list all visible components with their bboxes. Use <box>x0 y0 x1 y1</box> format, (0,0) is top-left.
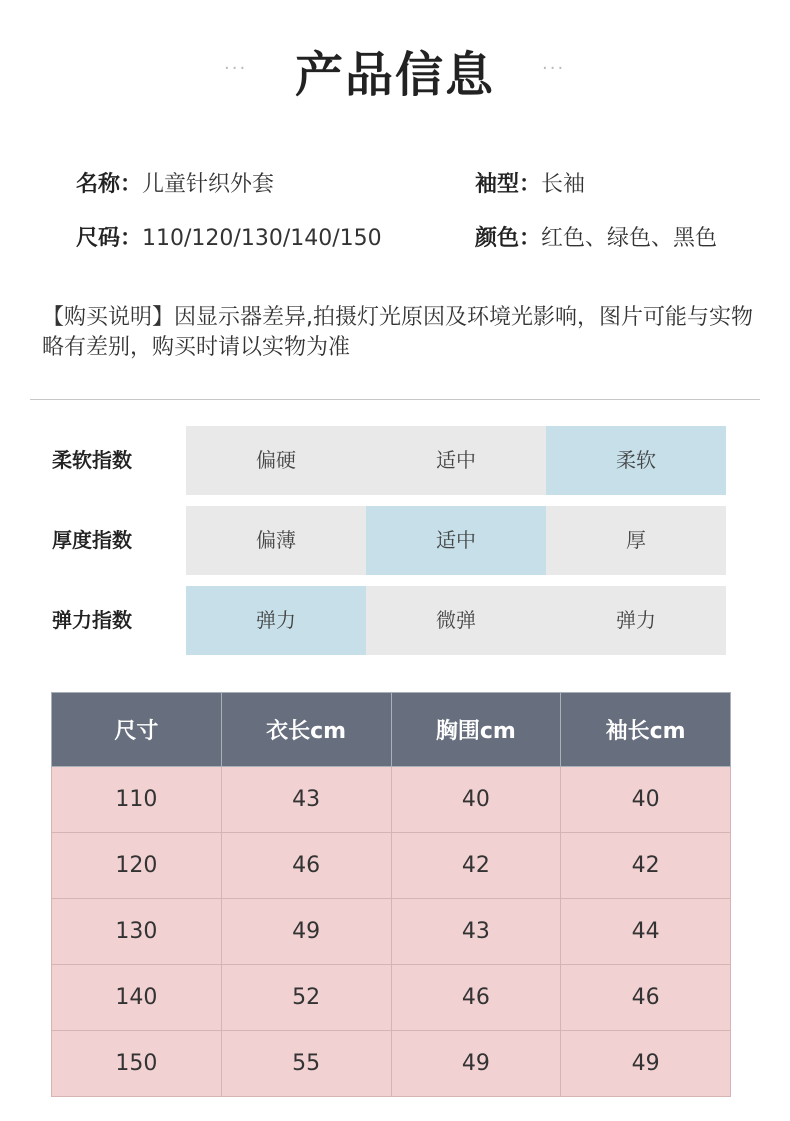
table-row <box>52 965 731 1031</box>
info-sleeve-label: 袖型： <box>475 172 542 197</box>
cell-chest: 42 <box>391 833 561 899</box>
page-header <box>0 40 790 110</box>
info-size-label: 尺码： <box>76 226 143 251</box>
info-name <box>76 170 274 200</box>
attribute-option: 弹力 <box>546 586 726 655</box>
attribute-option: 适中 <box>366 426 546 495</box>
cell-chest: 40 <box>391 767 561 833</box>
attribute-option: 偏硬 <box>186 426 366 495</box>
attribute-option-selected: 适中 <box>366 506 546 575</box>
cell-sleeve: 42 <box>561 833 731 899</box>
cell-length: 43 <box>221 767 391 833</box>
attribute-option-selected: 柔软 <box>546 426 726 495</box>
attribute-scale <box>186 586 726 655</box>
cell-length: 52 <box>221 965 391 1031</box>
header-size: 尺寸 <box>52 693 222 767</box>
info-size-value: 110/120/130/140/150 <box>142 226 382 251</box>
attribute-scale <box>186 426 726 495</box>
attribute-label: 弹力指数 <box>52 608 132 632</box>
table-row <box>52 1031 731 1097</box>
cell-size: 150 <box>52 1031 222 1097</box>
cell-length: 46 <box>221 833 391 899</box>
cell-chest: 49 <box>391 1031 561 1097</box>
info-name-value: 儿童针织外套 <box>142 172 275 197</box>
cell-sleeve: 44 <box>561 899 731 965</box>
cell-size: 110 <box>52 767 222 833</box>
size-table-header <box>52 693 731 767</box>
title-dots-left: ··· <box>224 58 248 79</box>
page-title: 产品信息 <box>294 47 495 103</box>
cell-size: 130 <box>52 899 222 965</box>
attribute-option-selected: 弹力 <box>186 586 366 655</box>
attribute-row-softness <box>52 426 726 495</box>
table-row <box>52 833 731 899</box>
size-table <box>51 692 731 1097</box>
attribute-option: 厚 <box>546 506 726 575</box>
title-dots-right: ··· <box>542 58 566 79</box>
table-row <box>52 899 731 965</box>
info-color <box>475 224 717 254</box>
purchase-notice: 【购买说明】因显示器差异,拍摄灯光原因及环境光影响，图片可能与实物略有差别，购买时请以实物为准 <box>42 305 753 360</box>
attribute-option: 微弹 <box>366 586 546 655</box>
cell-chest: 46 <box>391 965 561 1031</box>
header-length: 衣长cm <box>221 693 391 767</box>
attribute-row-elasticity <box>52 586 726 655</box>
info-sleeve <box>475 170 585 200</box>
cell-sleeve: 46 <box>561 965 731 1031</box>
cell-size: 120 <box>52 833 222 899</box>
cell-size: 140 <box>52 965 222 1031</box>
info-name-label: 名称： <box>76 172 143 197</box>
section-divider <box>30 399 760 400</box>
attribute-label: 柔软指数 <box>52 448 132 472</box>
attribute-option: 偏薄 <box>186 506 366 575</box>
attribute-scale <box>186 506 726 575</box>
info-sleeve-value: 长袖 <box>541 172 586 197</box>
cell-sleeve: 49 <box>561 1031 731 1097</box>
cell-length: 49 <box>221 899 391 965</box>
info-color-label: 颜色： <box>475 226 542 251</box>
cell-sleeve: 40 <box>561 767 731 833</box>
attribute-label: 厚度指数 <box>52 528 132 552</box>
cell-length: 55 <box>221 1031 391 1097</box>
cell-chest: 43 <box>391 899 561 965</box>
table-row <box>52 767 731 833</box>
info-color-value: 红色、绿色、黑色 <box>541 226 718 251</box>
header-chest: 胸围cm <box>391 693 561 767</box>
header-sleeve: 袖长cm <box>561 693 731 767</box>
attribute-row-thickness <box>52 506 726 575</box>
info-size <box>76 224 382 254</box>
